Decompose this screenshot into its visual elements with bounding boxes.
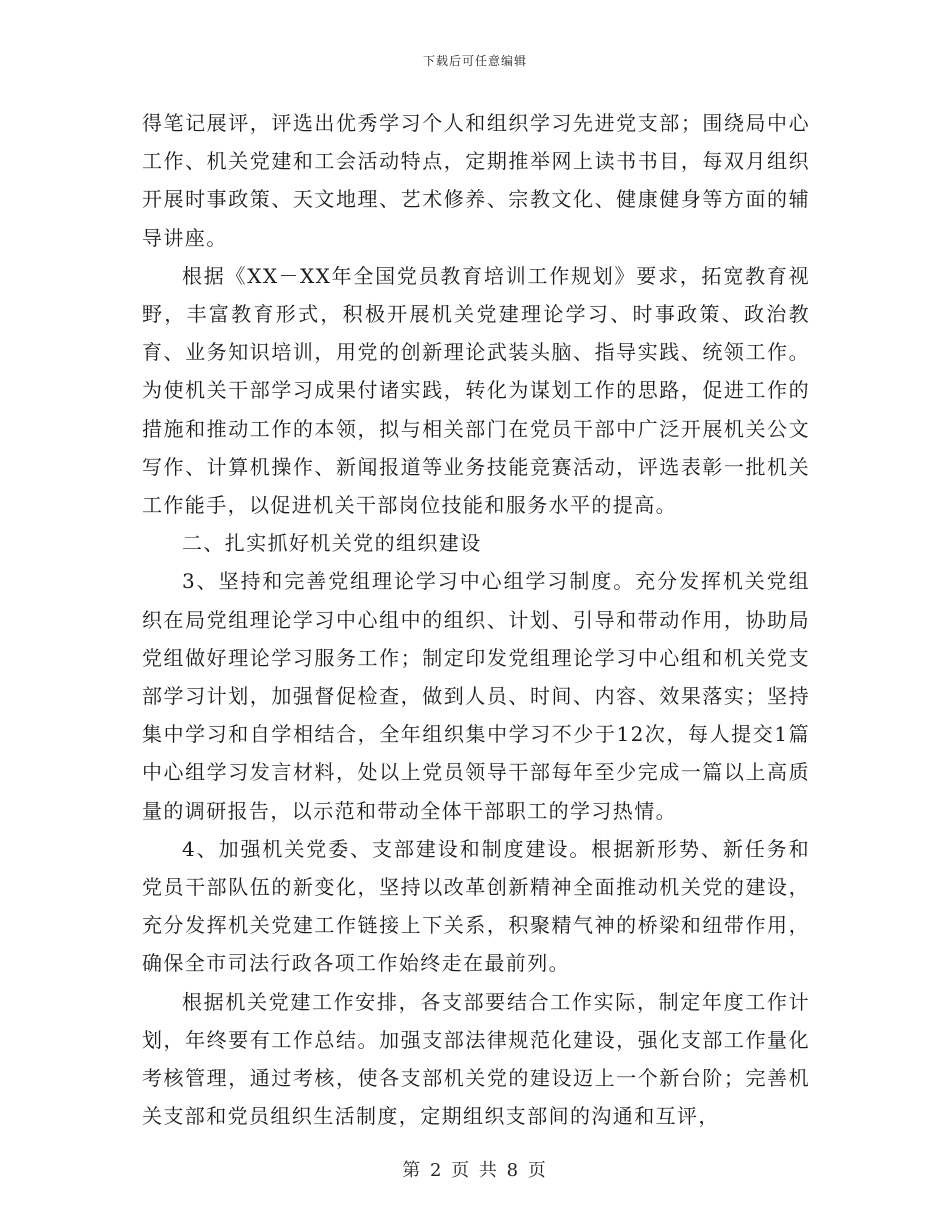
paragraph: 根据机关党建工作安排，各支部要结合工作实际，制定年度工作计划，年终要有工作总结。加强支部法律规范化建设，强化支部工作量化考核管理，通过考核，使各支部机关党的建设迈上一个新台阶；完善机关支部和党员组织生活制度，定期组织支部间的沟通和互评，: [142, 989, 810, 1129]
section-heading: 二、扎实抓好机关党的组织建设: [182, 531, 482, 556]
paragraph: 得笔记展评，评选出优秀学习个人和组织学习先进党支部；围绕局中心工作、机关党建和工会活动特点，定期推举网上读书书目，每双月组织开展时事政策、天文地理、艺术修养、宗教文化、健康健身等方面的辅导讲座。: [142, 111, 810, 250]
paragraph: 4、加强机关党委、支部建设和制度建设。根据新形势、新任务和党员干部队伍的新变化，坚持以改革创新精神全面推动机关党的建设，充分发挥机关党建工作链接上下关系，积聚精气神的桥梁和纽带作用，确保全市司法行政各项工作始终走在最前列。: [142, 836, 810, 976]
document-body: [142, 104, 810, 1135]
paragraph: 3、坚持和完善党组理论学习中心组学习制度。充分发挥机关党组织在局党组理论学习中心组中的组织、计划、引导和带动作用，协助局党组做好理论学习服务工作；制定印发党组理论学习中心组和机关党支部学习计划，加强督促检查，做到人员、时间、内容、效果落实；坚持集中学习和自学相结合，全年组织集中学习不少于12次，每人提交1篇中心组学习发言材料，处以上党员领导干部每年至少完成一篇以上高质量的调研报告，以示范和带动全体干部职工的学习热情。: [142, 569, 810, 823]
paragraph: 根据《XX－XX年全国党员教育培训工作规划》要求，拓宽教育视野，丰富教育形式，积极开展机关党建理论学习、时事政策、政治教育、业务知识培训，用党的创新理论武装头脑、指导实践、统领工作。为使机关干部学习成果付诸实践，转化为谋划工作的思路，促进工作的措施和推动工作的本领，拟与相关部门在党员干部中广泛开展机关公文写作、计算机操作、新闻报道等业务技能竞赛活动，评选表彰一批机关工作能手，以促进机关干部岗位技能和服务水平的提高。: [142, 263, 810, 518]
page-footer: 第 2 页 共 8 页: [402, 1160, 548, 1181]
page-header: 下载后可任意编辑: [422, 54, 527, 68]
